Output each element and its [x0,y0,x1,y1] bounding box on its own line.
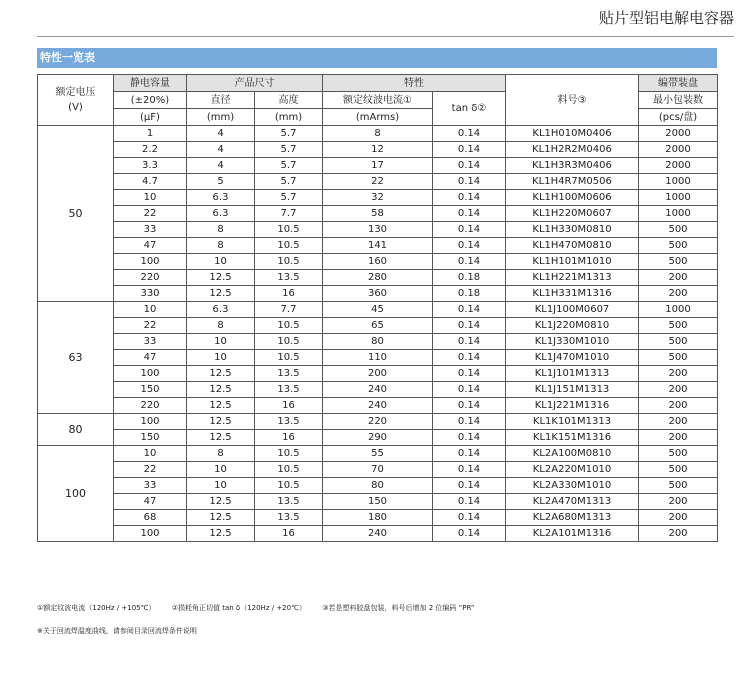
capacitance-cell: 100 [114,366,187,382]
min-pack-cell: 500 [639,254,718,270]
title-divider [37,36,734,37]
ripple-current-cell: 220 [323,414,433,430]
capacitance-cell: 1 [114,126,187,142]
tan-delta-cell: 0.14 [433,494,506,510]
table-row [38,478,718,494]
diameter-cell: 6.3 [187,302,255,318]
table-row [38,462,718,478]
ripple-current-cell: 240 [323,526,433,542]
height-cell: 10.5 [255,478,323,494]
part-number-cell: KL1H3R3M0406 [506,158,639,174]
capacitance-cell: 220 [114,398,187,414]
ripple-current-cell: 180 [323,510,433,526]
part-number-cell: KL1H221M1313 [506,270,639,286]
diameter-cell: 4 [187,158,255,174]
ripple-current-cell: 17 [323,158,433,174]
capacitance-header: 静电容量 [114,75,187,92]
height-header: 高度 [255,92,323,109]
table-row [38,398,718,414]
table-header [38,75,718,126]
height-cell: 16 [255,398,323,414]
characteristics-header: 特性 [323,75,506,92]
capacitance-cell: 22 [114,206,187,222]
part-number-cell: KL1H470M0810 [506,238,639,254]
tan-delta-cell: 0.14 [433,302,506,318]
tan-delta-cell: 0.14 [433,158,506,174]
ripple-current-cell: 150 [323,494,433,510]
min-pack-cell: 500 [639,462,718,478]
min-pack-cell: 200 [639,270,718,286]
capacitance-cell: 68 [114,510,187,526]
height-unit: (mm) [255,109,323,126]
diameter-cell: 4 [187,126,255,142]
diameter-cell: 10 [187,334,255,350]
tan-delta-cell: 0.14 [433,414,506,430]
min-pack-cell: 500 [639,222,718,238]
tan-delta-cell: 0.14 [433,366,506,382]
min-pack-cell: 1000 [639,206,718,222]
section-title-bar [37,48,717,68]
tan-delta-cell: 0.14 [433,398,506,414]
height-cell: 10.5 [255,334,323,350]
height-cell: 10.5 [255,350,323,366]
capacitance-cell: 22 [114,318,187,334]
min-pack-cell: 500 [639,446,718,462]
height-cell: 10.5 [255,462,323,478]
part-number-cell: KL1H2R2M0406 [506,142,639,158]
part-number-cell: KL2A100M0810 [506,446,639,462]
part-number-cell: KL2A330M1010 [506,478,639,494]
capacitance-cell: 10 [114,190,187,206]
capacitance-cell: 150 [114,430,187,446]
part-number-cell: KL1K101M1313 [506,414,639,430]
tan-delta-cell: 0.14 [433,446,506,462]
diameter-cell: 10 [187,350,255,366]
height-cell: 16 [255,526,323,542]
table-row [38,318,718,334]
capacitance-cell: 33 [114,478,187,494]
characteristics-table [37,74,718,542]
min-pack-cell: 200 [639,526,718,542]
part-number-cell: KL1J221M1316 [506,398,639,414]
ripple-current-cell: 12 [323,142,433,158]
table-row [38,366,718,382]
ripple-current-cell: 58 [323,206,433,222]
height-cell: 10.5 [255,318,323,334]
height-cell: 13.5 [255,270,323,286]
diameter-cell: 10 [187,254,255,270]
capacitance-cell: 100 [114,526,187,542]
ripple-current-unit: (mArms) [323,109,433,126]
min-pack-cell: 1000 [639,174,718,190]
rated-voltage-header: 额定电压 (V) [38,75,114,126]
table-row [38,302,718,318]
part-number-header: 料号③ [506,75,639,126]
height-cell: 7.7 [255,206,323,222]
part-number-cell: KL1H4R7M0506 [506,174,639,190]
tan-delta-cell: 0.14 [433,382,506,398]
height-cell: 16 [255,286,323,302]
min-pack-cell: 200 [639,382,718,398]
diameter-cell: 4 [187,142,255,158]
height-cell: 13.5 [255,382,323,398]
tan-delta-cell: 0.14 [433,142,506,158]
table-row [38,334,718,350]
part-number-cell: KL1J151M1313 [506,382,639,398]
tan-delta-cell: 0.14 [433,206,506,222]
diameter-cell: 12.5 [187,510,255,526]
min-pack-cell: 2000 [639,158,718,174]
ripple-current-cell: 141 [323,238,433,254]
capacitance-cell: 47 [114,350,187,366]
capacitance-cell: 4.7 [114,174,187,190]
table-row [38,494,718,510]
diameter-cell: 12.5 [187,494,255,510]
capacitance-cell: 100 [114,254,187,270]
height-cell: 5.7 [255,126,323,142]
height-cell: 5.7 [255,158,323,174]
capacitance-cell: 47 [114,494,187,510]
size-header: 产品尺寸 [187,75,323,92]
min-pack-cell: 500 [639,350,718,366]
min-pack-cell: 1000 [639,302,718,318]
min-pack-cell: 200 [639,494,718,510]
tan-delta-cell: 0.14 [433,238,506,254]
table-row [38,382,718,398]
table-row [38,142,718,158]
diameter-cell: 5 [187,174,255,190]
ripple-current-cell: 8 [323,126,433,142]
tan-delta-cell: 0.14 [433,190,506,206]
part-number-cell: KL1J220M0810 [506,318,639,334]
diameter-cell: 8 [187,318,255,334]
table-row [38,190,718,206]
diameter-cell: 12.5 [187,398,255,414]
part-number-cell: KL1K151M1316 [506,430,639,446]
diameter-cell: 12.5 [187,526,255,542]
min-pack-cell: 200 [639,366,718,382]
capacitance-cell: 22 [114,462,187,478]
rated-voltage-cell: 50 [38,126,114,302]
capacitance-cell: 330 [114,286,187,302]
footnote-ripple: ①额定纹波电流（120Hz / +105℃） [37,604,156,612]
height-cell: 13.5 [255,414,323,430]
table-row [38,254,718,270]
diameter-cell: 8 [187,446,255,462]
min-pack-cell: 500 [639,318,718,334]
height-cell: 13.5 [255,494,323,510]
diameter-cell: 8 [187,238,255,254]
footnote-packing-code: ③若是塑料胶盘包装，料号后增加 2 位编码 “PR” [322,604,475,612]
height-cell: 10.5 [255,222,323,238]
height-cell: 13.5 [255,366,323,382]
tan-delta-cell: 0.14 [433,174,506,190]
ripple-current-cell: 80 [323,478,433,494]
part-number-cell: KL1J330M1010 [506,334,639,350]
tan-delta-cell: 0.14 [433,334,506,350]
table-row [38,158,718,174]
ripple-current-cell: 45 [323,302,433,318]
table-row [38,286,718,302]
min-pack-cell: 2000 [639,126,718,142]
capacitance-cell: 2.2 [114,142,187,158]
table-row [38,430,718,446]
part-number-cell: KL2A101M1316 [506,526,639,542]
tan-delta-cell: 0.14 [433,254,506,270]
diameter-cell: 12.5 [187,366,255,382]
ripple-current-header: 额定纹波电流① [323,92,433,109]
min-pack-cell: 500 [639,238,718,254]
table-row [38,174,718,190]
tan-delta-cell: 0.14 [433,526,506,542]
tan-delta-cell: 0.14 [433,222,506,238]
table-row [38,350,718,366]
capacitance-cell: 10 [114,446,187,462]
table-row [38,206,718,222]
ripple-current-cell: 32 [323,190,433,206]
part-number-cell: KL1H220M0607 [506,206,639,222]
ripple-current-cell: 65 [323,318,433,334]
table-row [38,526,718,542]
ripple-current-cell: 70 [323,462,433,478]
part-number-cell: KL2A680M1313 [506,510,639,526]
min-pack-cell: 500 [639,478,718,494]
table-row [38,270,718,286]
capacitance-tolerance: (±20%) [114,92,187,109]
height-cell: 5.7 [255,142,323,158]
capacitance-cell: 150 [114,382,187,398]
height-cell: 10.5 [255,446,323,462]
tan-delta-cell: 0.14 [433,478,506,494]
ripple-current-cell: 22 [323,174,433,190]
part-number-cell: KL2A220M1010 [506,462,639,478]
table-row [38,222,718,238]
tan-delta-cell: 0.18 [433,270,506,286]
reflow-note [37,626,211,636]
min-pack-cell: 200 [639,398,718,414]
tan-delta-cell: 0.14 [433,126,506,142]
part-number-cell: KL2A470M1313 [506,494,639,510]
tan-delta-cell: 0.14 [433,318,506,334]
diameter-header: 直径 [187,92,255,109]
ripple-current-cell: 240 [323,382,433,398]
table-row [38,414,718,430]
part-number-cell: KL1H010M0406 [506,126,639,142]
height-cell: 7.7 [255,302,323,318]
diameter-cell: 6.3 [187,206,255,222]
document-title: 贴片型铝电解电容器 [598,9,734,27]
capacitance-unit: (μF) [114,109,187,126]
part-number-cell: KL1J470M1010 [506,350,639,366]
height-cell: 5.7 [255,190,323,206]
section-title: 特性一览表 [40,51,95,64]
ripple-current-cell: 290 [323,430,433,446]
height-cell: 10.5 [255,238,323,254]
packing-header: 编带装盘 [639,75,718,92]
ripple-current-cell: 360 [323,286,433,302]
part-number-cell: KL1H100M0606 [506,190,639,206]
min-pack-cell: 200 [639,430,718,446]
tan-delta-cell: 0.14 [433,462,506,478]
min-pack-unit: (pcs/盘) [639,109,718,126]
height-cell: 16 [255,430,323,446]
min-pack-cell: 1000 [639,190,718,206]
part-number-cell: KL1H330M0810 [506,222,639,238]
rated-voltage-cell: 80 [38,414,114,446]
capacitance-cell: 33 [114,334,187,350]
diameter-cell: 12.5 [187,382,255,398]
reflow-note-text: ※关于回流焊温度曲线，请参阅目录回流焊条件说明 [37,627,197,635]
capacitance-cell: 33 [114,222,187,238]
ripple-current-cell: 160 [323,254,433,270]
min-pack-cell: 2000 [639,142,718,158]
height-cell: 10.5 [255,254,323,270]
diameter-cell: 10 [187,478,255,494]
table-row [38,238,718,254]
capacitance-cell: 220 [114,270,187,286]
capacitance-cell: 100 [114,414,187,430]
tan-delta-cell: 0.14 [433,430,506,446]
capacitance-cell: 47 [114,238,187,254]
footnote-tan-delta: ②损耗角正切值 tan δ（120Hz / +20℃） [171,604,306,612]
tan-delta-header: tan δ② [433,92,506,126]
min-pack-cell: 200 [639,286,718,302]
ripple-current-cell: 55 [323,446,433,462]
diameter-cell: 12.5 [187,414,255,430]
part-number-cell: KL1H331M1316 [506,286,639,302]
table-row [38,510,718,526]
rated-voltage-cell: 100 [38,446,114,542]
ripple-current-cell: 130 [323,222,433,238]
tan-delta-cell: 0.18 [433,286,506,302]
part-number-cell: KL1J101M1313 [506,366,639,382]
ripple-current-cell: 200 [323,366,433,382]
ripple-current-cell: 80 [323,334,433,350]
diameter-cell: 12.5 [187,270,255,286]
min-pack-cell: 200 [639,510,718,526]
part-number-cell: KL1J100M0607 [506,302,639,318]
ripple-current-cell: 110 [323,350,433,366]
table-row [38,446,718,462]
diameter-unit: (mm) [187,109,255,126]
min-pack-header: 最小包装数 [639,92,718,109]
table-row [38,126,718,142]
tan-delta-cell: 0.14 [433,510,506,526]
capacitance-cell: 10 [114,302,187,318]
part-number-cell: KL1H101M1010 [506,254,639,270]
diameter-cell: 6.3 [187,190,255,206]
ripple-current-cell: 240 [323,398,433,414]
diameter-cell: 12.5 [187,286,255,302]
diameter-cell: 10 [187,462,255,478]
tan-delta-cell: 0.14 [433,350,506,366]
diameter-cell: 12.5 [187,430,255,446]
capacitance-cell: 3.3 [114,158,187,174]
table-body [38,126,718,542]
min-pack-cell: 500 [639,334,718,350]
height-cell: 5.7 [255,174,323,190]
height-cell: 13.5 [255,510,323,526]
diameter-cell: 8 [187,222,255,238]
footnotes [37,603,488,613]
min-pack-cell: 200 [639,414,718,430]
ripple-current-cell: 280 [323,270,433,286]
rated-voltage-cell: 63 [38,302,114,414]
